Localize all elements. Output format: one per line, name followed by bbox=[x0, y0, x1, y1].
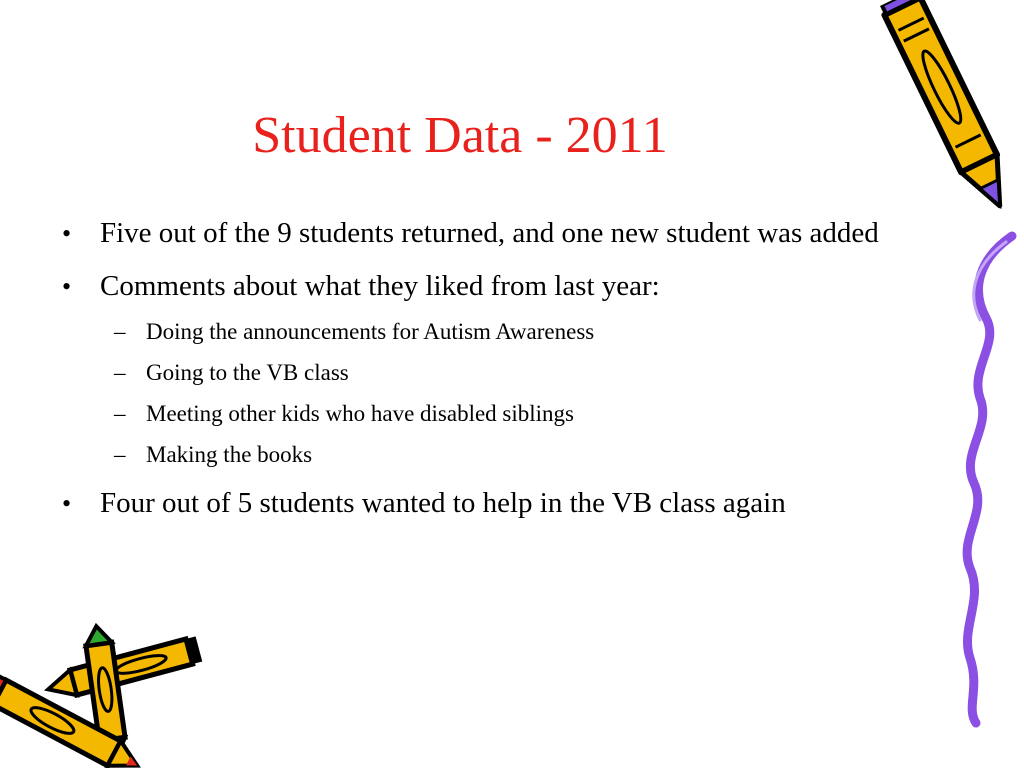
pencil-icon bbox=[840, 0, 1010, 245]
sub-bullet-list bbox=[100, 315, 900, 471]
sub-bullet-item: – Meeting other kids who have disabled siblings bbox=[146, 397, 900, 430]
bullet-text: Comments about what they liked from last year: bbox=[100, 270, 660, 302]
crossed-pencils-icon bbox=[0, 610, 220, 768]
sub-bullet-item: – Going to the VB class bbox=[146, 356, 900, 389]
bullet-item bbox=[100, 483, 900, 524]
sub-bullet-item: – Doing the announcements for Autism Awareness bbox=[146, 315, 900, 348]
bullet-text: Five out of the 9 students returned, and one new student was added bbox=[100, 217, 879, 249]
squiggle-line-icon bbox=[940, 228, 1020, 728]
slide-title: Student Data - 2011 bbox=[252, 107, 668, 164]
bullet-text: Four out of 5 students wanted to help in the VB class again bbox=[100, 487, 786, 519]
bullet-list bbox=[100, 213, 900, 536]
bullet-item bbox=[100, 266, 900, 471]
bullet-item bbox=[100, 213, 900, 254]
sub-bullet-item: – Making the books bbox=[146, 438, 900, 471]
